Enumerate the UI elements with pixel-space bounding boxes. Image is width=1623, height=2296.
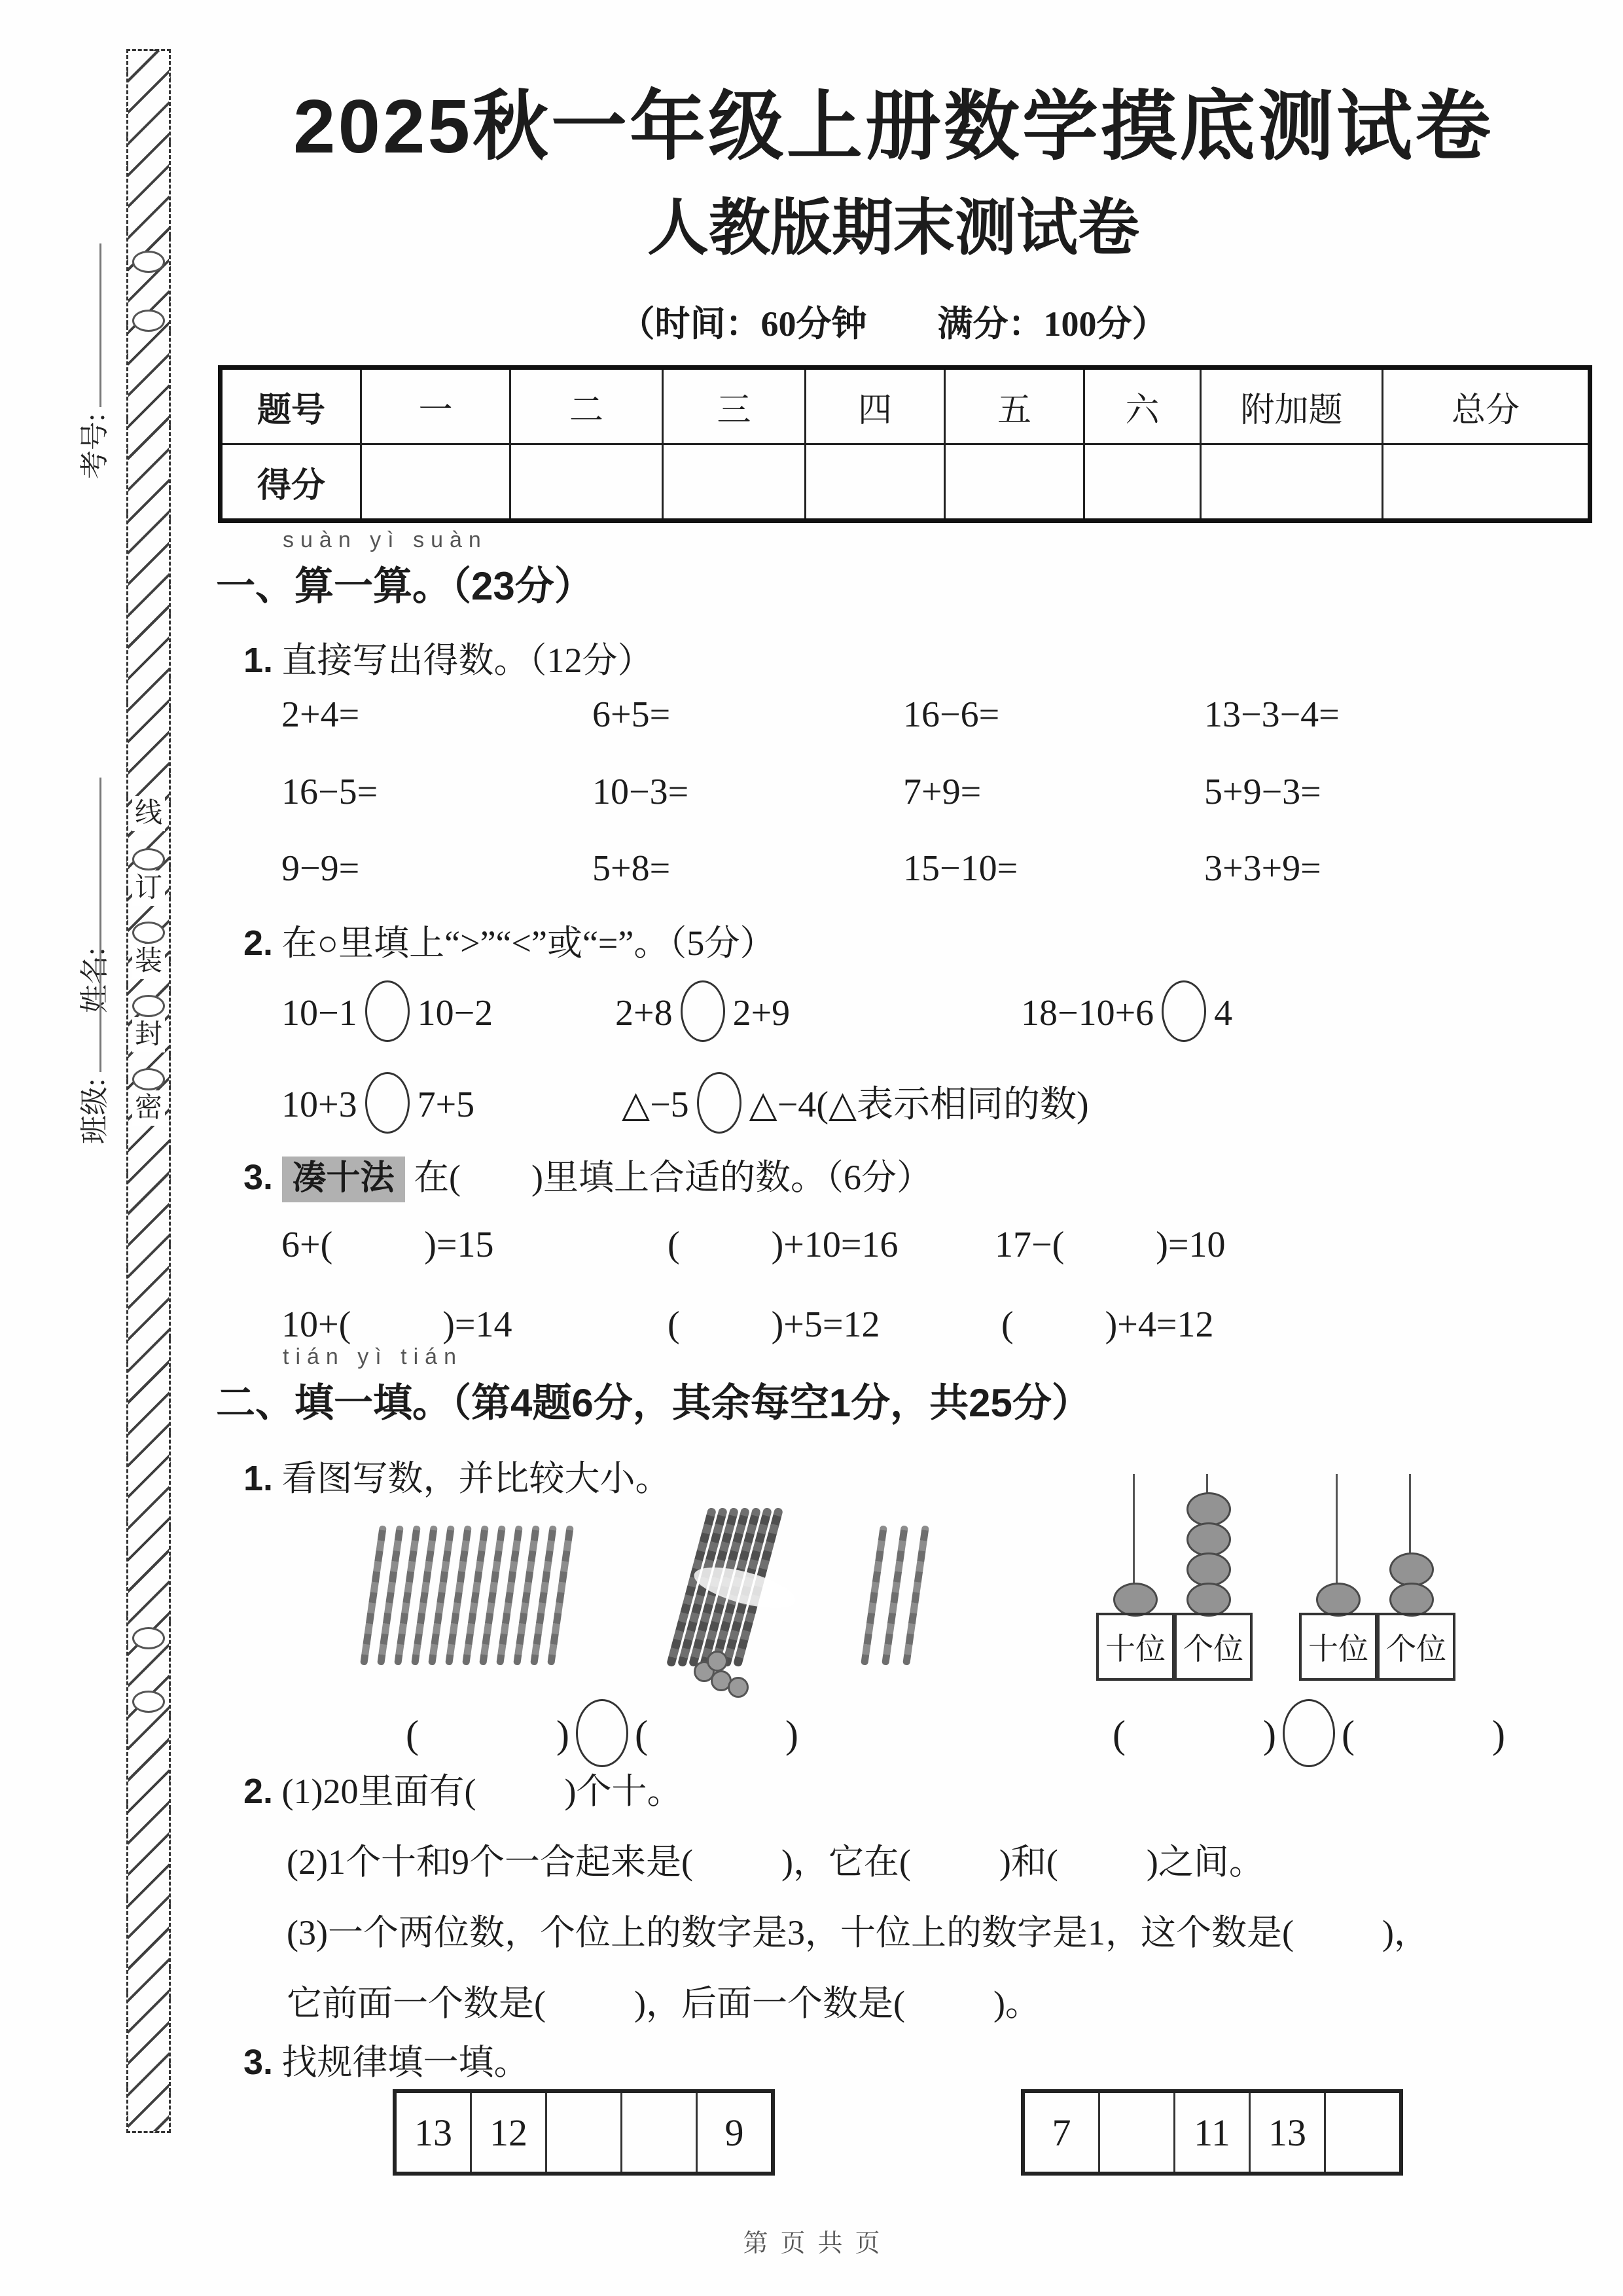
fill-blank: ( )+5=12 — [668, 1304, 880, 1345]
question-line: (1)20里面有( )个十。 — [281, 1772, 683, 1811]
question-text: 在( )里填上合适的数。（6分） — [414, 1158, 933, 1197]
abacus-bead — [1389, 1552, 1434, 1587]
question-number: 2. — [243, 924, 274, 963]
score-cell — [1201, 444, 1383, 521]
abacus-second — [1299, 1474, 1456, 1683]
binding-circle — [132, 922, 165, 944]
equation: 10−3= — [592, 771, 689, 812]
binding-char: 封 — [132, 1017, 165, 1052]
tens-label: 十位 — [1299, 1613, 1378, 1681]
score-cell — [361, 444, 510, 521]
compare-left: 10−1 — [281, 993, 357, 1033]
question-text: 直接写出得数。（12分） — [281, 641, 653, 680]
score-header-cell: 附加题 — [1201, 368, 1383, 444]
compare-item — [1021, 980, 1232, 1042]
question-text: 看图写数，并比较大小。 — [281, 1459, 671, 1498]
picture-compare-right — [1113, 1699, 1505, 1767]
pattern-cell: 12 — [472, 2093, 547, 2172]
stick — [882, 1525, 908, 1665]
compare-right: 10−2 — [417, 993, 493, 1033]
score-cell — [806, 444, 945, 521]
equation-grid — [281, 695, 1459, 889]
fill-blank: 17−( )=10 — [995, 1225, 1226, 1265]
abacus-bead — [1186, 1492, 1231, 1526]
question-text: 在○里填上“>”“<”或“=”。（5分） — [281, 924, 776, 963]
field-class — [72, 908, 111, 1144]
equation: 9−9= — [281, 848, 360, 889]
field-exam-number — [72, 243, 111, 479]
compare-circle — [681, 980, 725, 1042]
binding-circle — [132, 995, 165, 1017]
score-row-label: 得分 — [221, 444, 361, 521]
score-table — [218, 365, 1592, 523]
binding-circle — [132, 1627, 165, 1649]
question-2-2 — [243, 1763, 682, 1814]
sticks-group-three — [870, 1525, 942, 1679]
section1-title: 一、算一算。（23分） — [216, 564, 594, 608]
answer-blank: ( ) — [406, 1713, 569, 1756]
equation: 7+9= — [903, 771, 982, 812]
ones-label: 个位 — [1175, 1613, 1253, 1681]
section2-title: 二、填一填。（第4题6分，其余每空1分，共25分） — [216, 1381, 1091, 1425]
field-label: 姓名: — [79, 947, 111, 1013]
fill-blank: ( )+4=12 — [1001, 1304, 1214, 1345]
field-label: 考号: — [79, 413, 111, 479]
stick — [861, 1525, 887, 1665]
method-tag: 凑十法 — [282, 1157, 405, 1202]
sticks-bundle — [687, 1505, 844, 1695]
field-label: 班级: — [79, 1078, 111, 1144]
compare-item — [281, 1072, 474, 1134]
question-1-1 — [243, 632, 653, 683]
score-header-cell: 三 — [663, 368, 806, 444]
score-cell — [663, 444, 806, 521]
binding-strip — [126, 49, 171, 2133]
fill-blank: 10+( )=14 — [281, 1304, 512, 1345]
pattern-cell — [1100, 2093, 1175, 2172]
compare-right: △−4 — [749, 1085, 817, 1125]
equation: 5+9−3= — [1204, 771, 1321, 812]
fill-blank: ( )+10=16 — [668, 1225, 899, 1265]
binding-circle — [132, 251, 165, 273]
compare-note: (△表示相同的数) — [816, 1085, 1089, 1125]
equation: 2+4= — [281, 694, 360, 735]
section2-pinyin: tián yì tián — [283, 1344, 463, 1369]
picture-compare-left — [406, 1699, 798, 1767]
equation: 5+8= — [592, 848, 671, 889]
pattern-cell: 7 — [1025, 2093, 1100, 2172]
question-number: 1. — [243, 1459, 274, 1498]
abacus-bead — [1186, 1552, 1231, 1587]
tens-label: 十位 — [1096, 1613, 1175, 1681]
abacus-bead — [1186, 1583, 1231, 1617]
pattern-cell — [1326, 2093, 1399, 2172]
place-value-box — [1299, 1613, 1455, 1681]
question-line: 它前面一个数是( )，后面一个数是( )。 — [287, 1984, 1041, 2023]
compare-item — [622, 1072, 1089, 1134]
score-header-cell: 五 — [945, 368, 1084, 444]
question-2-3 — [243, 2034, 529, 2085]
pattern-cell — [622, 2093, 698, 2172]
score-header-cell: 题号 — [221, 368, 361, 444]
equation: 3+3+9= — [1204, 848, 1321, 889]
binding-char: 密 — [132, 1090, 165, 1126]
time-score-line: （时间：60分钟 满分：100分） — [619, 304, 1168, 344]
section1-pinyin: suàn yì suàn — [283, 528, 488, 552]
compare-item — [281, 980, 493, 1042]
compare-right: 7+5 — [417, 1085, 475, 1125]
score-cell — [510, 444, 663, 521]
answer-blank: ( ) — [1113, 1713, 1276, 1756]
equation: 15−10= — [903, 848, 1018, 889]
equation: 6+5= — [592, 694, 671, 735]
compare-circle — [365, 980, 410, 1042]
abacus-first — [1096, 1474, 1253, 1683]
compare-left: △−5 — [622, 1085, 689, 1125]
compare-left: 2+8 — [615, 993, 673, 1033]
pattern-cell: 13 — [397, 2093, 472, 2172]
score-cell — [945, 444, 1084, 521]
score-header-cell: 总分 — [1383, 368, 1590, 444]
abacus-bead — [1113, 1583, 1158, 1617]
binding-char: 装 — [132, 944, 165, 979]
question-line: (3)一个两位数，个位上的数字是3，十位上的数字是1，这个数是( )， — [287, 1913, 1429, 1952]
stick — [902, 1525, 929, 1665]
equation: 16−6= — [903, 694, 1000, 735]
stick-end — [728, 1677, 749, 1698]
question-number: 3. — [243, 1158, 274, 1197]
question-number: 3. — [243, 2043, 274, 2082]
compare-circle — [365, 1072, 410, 1134]
score-header-cell: 一 — [361, 368, 510, 444]
binding-circle — [132, 848, 165, 870]
pattern-cell — [547, 2093, 622, 2172]
compare-circle — [576, 1699, 628, 1767]
field-blank-line — [82, 243, 101, 407]
binding-circle — [132, 1691, 165, 1713]
compare-left: 10+3 — [281, 1085, 357, 1125]
number-pattern-table-right — [1021, 2089, 1403, 2176]
pattern-cell: 11 — [1175, 2093, 1251, 2172]
equation: 16−5= — [281, 771, 378, 812]
compare-right: 4 — [1214, 993, 1233, 1033]
abacus-bead — [1316, 1583, 1361, 1617]
compare-right: 2+9 — [732, 993, 791, 1033]
score-header-cell: 六 — [1084, 368, 1201, 444]
ones-label: 个位 — [1378, 1613, 1455, 1681]
pattern-cell: 9 — [724, 2111, 744, 2154]
question-number: 2. — [243, 1772, 274, 1811]
fill-blank: 6+( )=15 — [281, 1225, 494, 1265]
stick-end — [707, 1651, 728, 1672]
binding-circle — [132, 310, 165, 332]
page-footer: 第 页 共 页 — [743, 2230, 880, 2257]
equation: 13−3−4= — [1204, 694, 1340, 735]
compare-left: 18−10+6 — [1021, 993, 1154, 1033]
compare-circle — [1283, 1699, 1335, 1767]
place-value-box — [1096, 1613, 1253, 1681]
question-number: 1. — [243, 641, 274, 680]
abacus-bead — [1186, 1522, 1231, 1556]
question-text: 找规律填一填。 — [281, 2043, 529, 2082]
answer-blank: ( ) — [634, 1713, 798, 1756]
number-pattern-table-left — [393, 2089, 775, 2176]
score-header-cell: 四 — [806, 368, 945, 444]
score-header-row — [221, 368, 1590, 444]
score-header-cell: 二 — [510, 368, 663, 444]
question-2-1 — [243, 1450, 671, 1501]
binding-char: 线 — [132, 796, 165, 831]
question-1-3 — [243, 1149, 932, 1200]
compare-circle — [697, 1072, 741, 1134]
page-subtitle: 人教版期末测试卷 — [647, 193, 1139, 262]
compare-item — [615, 980, 790, 1042]
binding-circle — [132, 1068, 165, 1090]
compare-circle — [1162, 980, 1206, 1042]
binding-char: 订 — [132, 870, 165, 906]
score-cell — [1383, 444, 1590, 521]
abacus-bead — [1389, 1583, 1434, 1617]
pattern-cell: 13 — [1251, 2093, 1326, 2172]
score-cell — [1084, 444, 1201, 521]
sticks-group-loose — [370, 1525, 599, 1679]
question-line: (2)1个十和9个一合起来是( )，它在( )和( )之间。 — [287, 1842, 1264, 1882]
answer-blank: ( ) — [1341, 1713, 1505, 1756]
field-blank-line — [82, 908, 101, 1072]
score-value-row — [221, 444, 1590, 521]
question-1-2 — [243, 915, 775, 965]
page-title: 2025秋一年级上册数学摸底测试卷 — [293, 84, 1494, 169]
